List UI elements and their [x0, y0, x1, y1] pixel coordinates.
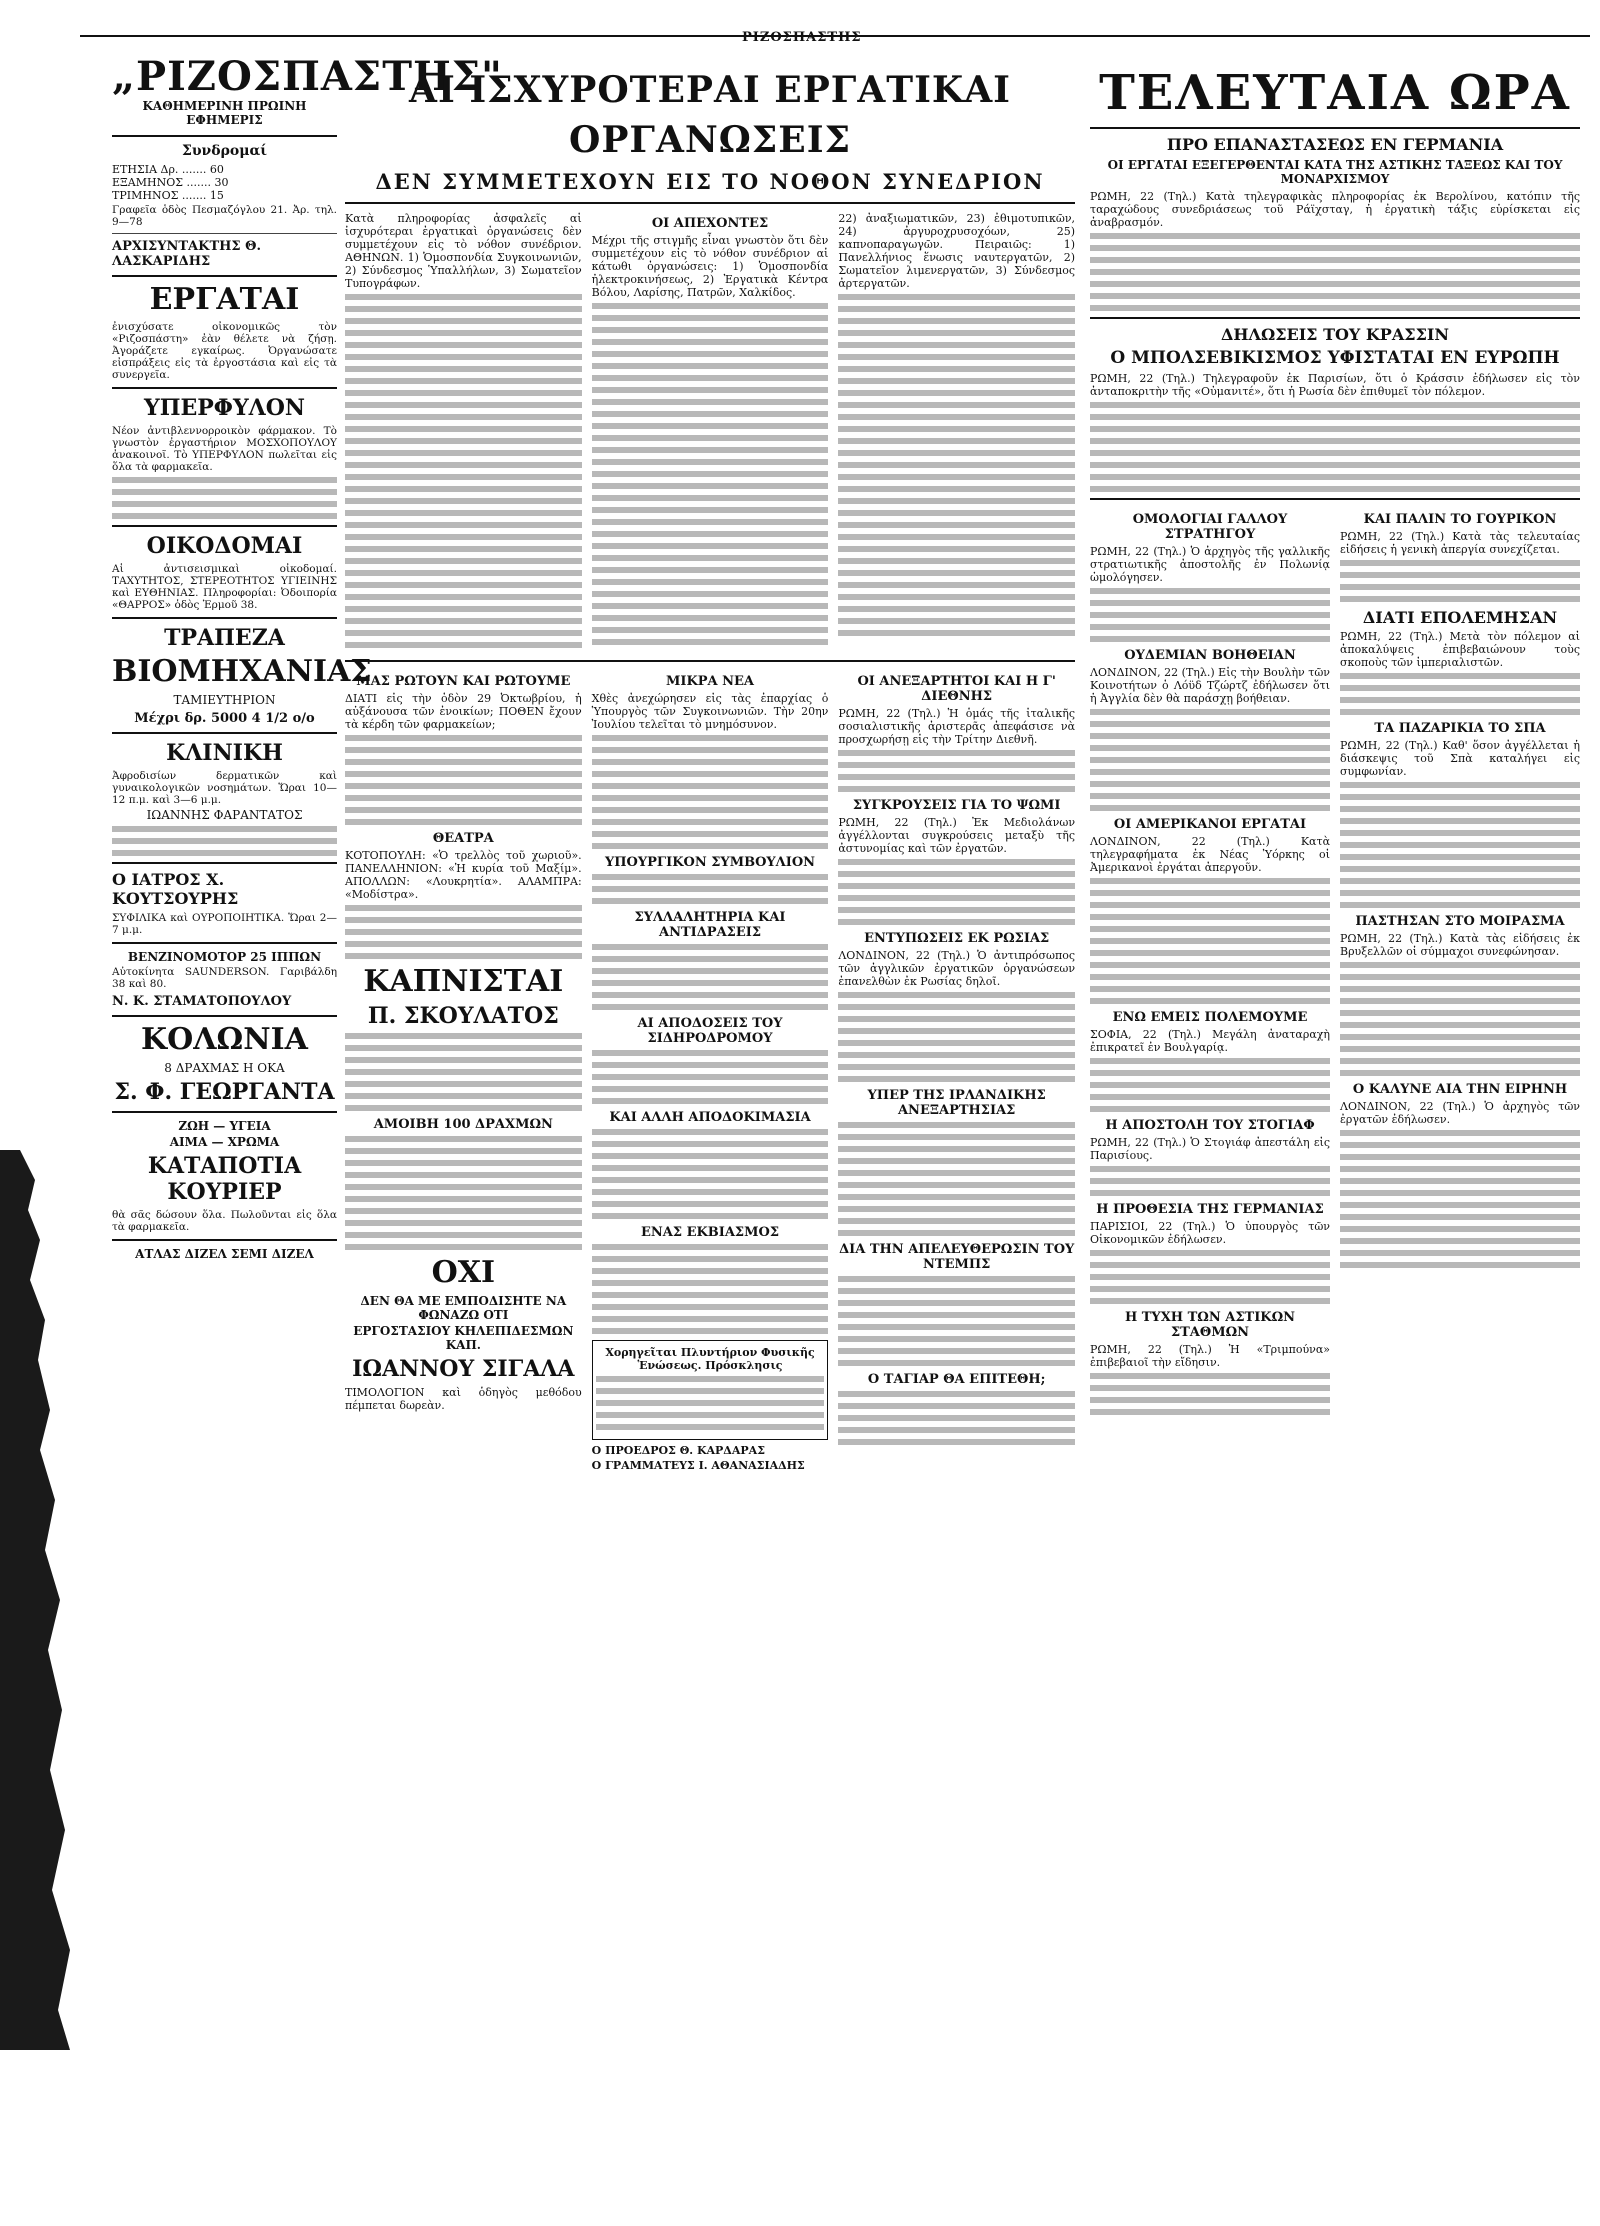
subscription-row: ΕΤΗΣΙΑ Δρ. ....... 60	[112, 163, 224, 176]
running-head: ΡΙΖΟΣΠΑΣΤΗΣ	[742, 30, 862, 45]
voitheia-title: ΟΥΔΕΜΙΑΝ ΒΟΗΘΕΙΑΝ	[1124, 648, 1296, 663]
text-lines	[1090, 878, 1330, 1004]
ad-timologion: ΤΙΜΟΛΟΓΙΟΝ καὶ ὁδηγὸς μεθόδου πέμπεται δωρεὰν.	[345, 1386, 582, 1412]
text-lines	[1340, 673, 1580, 715]
text-lines	[1090, 1373, 1330, 1415]
ad-oxi-text: ΔΕΝ ΘΑ ΜΕ ΕΜΠΟΔΙΣΗΤΕ ΝΑ ΦΩΝΑΖΩ ΟΤΙ	[360, 1294, 567, 1322]
ad-bank-text: Μέχρι δρ. 5000 4 1/2 ο/ο	[134, 711, 315, 726]
tyxi-text: ΡΩΜΗ, 22 (Τηλ.) Ἡ «Τριμπούνα» ἐπιβεβαιοῖ τὴν εἴδησιν.	[1090, 1343, 1330, 1369]
divider	[112, 525, 337, 527]
ad-clinic-text: Ἀφροδισίων δερματικῶν καὶ γυναικολογικῶν νοσημάτων. Ὥραι 10—12 π.μ. καὶ 3—6 μ.μ.	[112, 770, 337, 806]
divider	[112, 732, 337, 734]
text-lines	[838, 1276, 1075, 1366]
text-lines	[1090, 709, 1330, 811]
omologia-title: ΟΜΟΛΟΓΙΑΙ ΓΑΛΛΟΥ ΣΤΡΑΤΗΓΟΥ	[1132, 512, 1288, 542]
lead-text: ΡΩΜΗ, 22 (Τηλ.) Κατὰ τηλεγραφικὰς πληροφορίας ἐκ Βερολίνου, κατόπιν τῆς ταραχώδους συνεδριάσεως τοῦ Ράϊχσταγ, ἡ ἐργατικὴ τάξις εὑρίσκεται εἰς ἀναβρασμόν.	[1090, 190, 1580, 229]
text-lines	[592, 735, 829, 849]
text-lines	[345, 294, 582, 648]
ad-kourier-title: ΖΩΗ — ΥΓΕΙΑ	[178, 1119, 271, 1133]
lower-col-2	[592, 668, 829, 1474]
ad-ergostasiou: ΕΡΓΟΣΤΑΣΙΟΥ ΚΗΛΕΠΙΔΕΣΜΩΝ ΚΑΠ.	[353, 1324, 574, 1352]
text-lines	[345, 1033, 582, 1111]
ad-bank-name: ΒΙΟΜΗΧΑΝΙΑΣ	[112, 654, 372, 689]
ad-ioannou: ΙΩΑΝΝΟΥ ΣΙΓΑΛΑ	[352, 1356, 575, 1382]
xorigisi-box	[592, 1340, 829, 1440]
news1-text: ΔΙΑΤΙ εἰς τὴν ὁδὸν 29 Ὀκτωβρίου, ἡ αὐξάνουσα τῶν ἐνοικίων; ΠΟΘΕΝ ἔχουν τὰ κέρδη τῶν φαρμακείων;	[345, 692, 582, 731]
masthead-subtitle: ΚΑΘΗΜΕΡΙΝΗ ΠΡΩΙΝΗ ΕΦΗΜΕΡΙΣ	[142, 99, 307, 127]
ypourgiko-title: ΥΠΟΥΡΓΙΚΟΝ ΣΥΜΒΟΥΛΙΟΝ	[604, 855, 816, 870]
apeleutherosi-title: ΔΙΑ ΤΗΝ ΑΠΕΛΕΥΘΕΡΩΣΙΝ ΤΟΥ ΝΤΕΜΠΣ	[839, 1242, 1075, 1272]
ad-oxi: ΟΧΙ	[431, 1255, 496, 1290]
ad-ergatai-title: ΕΡΓΑΤΑΙ	[149, 282, 300, 317]
ad-motor-title: ΒΕΝΖΙΝΟΜΟΤΟΡ 25 ΙΠΠΩΝ	[127, 950, 322, 964]
omologia-text: ΡΩΜΗ, 22 (Τηλ.) Ὁ ἀρχηγὸς τῆς γαλλικῆς στρατιωτικῆς ἀποστολῆς ἐν Πολωνίᾳ ὡμολόγησεν.	[1090, 545, 1330, 584]
gourikon-text: ΡΩΜΗ, 22 (Τηλ.) Κατὰ τὰς τελευταίας εἰδήσεις ἡ γενικὴ ἀπεργία συνεχίζεται.	[1340, 530, 1580, 556]
subscription-row: ΤΡΙΜΗΝΟΣ ....... 15	[112, 189, 224, 202]
ad-stamatop: Ν. Κ. ΣΤΑΜΑΤΟΠΟΥΛΟΥ	[112, 994, 292, 1009]
editor: ΑΡΧΙΣΥΝΤΑΚΤΗΣ Θ. ΛΑΣΚΑΡΙΔΗΣ	[112, 239, 261, 269]
text-lines	[1340, 962, 1580, 1076]
text-lines	[592, 944, 829, 1010]
ad-hyperfylon-title: ΥΠΕΡΦΥΛΟΝ	[143, 395, 305, 421]
ad-kourier-sub: ΑΙΜΑ — ΧΡΩΜΑ	[169, 1135, 280, 1149]
ad-bank-title: ΤΡΑΠΕΖΑ	[164, 625, 285, 651]
amerikanoi-title: ΟΙ ΑΜΕΡΙΚΑΝΟΙ ΕΡΓΑΤΑΙ	[1113, 817, 1307, 832]
text-lines	[838, 750, 1075, 792]
ad-doctor-name: ΙΩΑΝΝΗΣ ΦΑΡΑΝΤΑΤΟΣ	[146, 808, 303, 822]
theatre-title: ΘΕΑΤΡΑ	[432, 831, 494, 846]
divider	[112, 233, 337, 234]
eirini-title: Ο ΚΑΛΥΝΕ ΑΙΑ ΤΗΝ ΕΙΡΗΝΗ	[1352, 1082, 1568, 1097]
ad-kolonia-name: Σ. Φ. ΓΕΩΡΓΑΝΤΑ	[114, 1079, 335, 1105]
germanias-title: Η ΠΡΟΘΕΣΙΑ ΤΗΣ ΓΕΡΜΑΝΙΑΣ	[1096, 1202, 1324, 1217]
voitheia-text: ΛΟΝΔΙΝΟΝ, 22 (Τηλ.) Εἰς τὴν Βουλὴν τῶν Κοινοτήτων ὁ Λόϋδ Τζώρτζ ἐδήλωσεν ὅτι ἡ Ἀγγλία δὲν θὰ παράσχῃ βοήθειαν.	[1090, 666, 1330, 705]
text-lines	[592, 1129, 829, 1219]
last-hour-sub1: ΠΡΟ ΕΠΑΝΑΣΤΑΣΕΩΣ ΕΝ ΓΕΡΜΑΝΙΑ	[1166, 135, 1504, 154]
text-lines	[592, 874, 829, 904]
mikra-nea-title: ΜΙΚΡΑ ΝΕΑ	[665, 674, 755, 689]
ad-hyperfylon-text: Νέον ἀντιβλεννορροικὸν φάρμακον. Τὸ γνωστὸν ἐργαστήριον ΜΟΣΧΟΠΟΥΛΟΥ ἀνακοινοῖ. Τὸ ΥΠΕΡΦΥΛΟΝ πωλεῖται εἰς ὅλα τὰ φαρμακεῖα.	[112, 425, 337, 473]
divider	[1090, 317, 1580, 319]
divider	[112, 387, 337, 389]
polemisan-text: ΡΩΜΗ, 22 (Τηλ.) Μετὰ τὸν πόλεμον αἱ ἀποκαλύψεις ἐπιβεβαιώνουν τοὺς σκοποὺς τῶν ἱμπεριαλιστῶν.	[1340, 630, 1580, 669]
article-text: 22) ἀναξιωματικῶν, 23) ἐθιμοτυπικῶν, 24) ἀργυροχρυσοχόων, 25) καπνοπαραγωγῶν. Πειραιῶς: 1) Πανελλήνιος ἕνωσις ναυτεργατῶν, 2) Σωματεῖον λιμενεργατῶν, 3) Σύνδεσμος ἀρτεργατῶν.	[838, 212, 1076, 290]
polemoume-title: ΕΝΩ ΕΜΕΙΣ ΠΟΛΕΜΟΥΜΕ	[1112, 1010, 1308, 1025]
ad-bank-sub: ΤΑΜΙΕΥΤΗΡΙΟΝ	[173, 693, 276, 707]
signature-president: Ο ΠΡΟΕΔΡΟΣ Θ. ΚΑΡΔΑΡΑΣ	[591, 1444, 765, 1457]
text-lines	[596, 1376, 825, 1430]
gourikon-title: ΚΑΙ ΠΑΛΙΝ ΤΟ ΓΟΥΡΙΚΟΝ	[1363, 512, 1557, 527]
ad-atlas: ΑΤΛΑΣ ΔΙΖΕΛ ΣΕΜΙ ΔΙΖΕΛ	[135, 1247, 314, 1261]
tagiar-title: Ο ΤΑΓΙΑΡ ΘΑ ΕΠΙΤΕΘΗ;	[867, 1372, 1046, 1387]
text-lines	[592, 1050, 829, 1104]
subscriptions-list	[112, 163, 337, 202]
lower-col-1	[345, 668, 582, 1474]
text-lines	[838, 294, 1075, 636]
lower-col-3	[838, 668, 1075, 1474]
anexartitoi-text: ΡΩΜΗ, 22 (Τηλ.) Ἡ ὁμάς τῆς ἰταλικῆς σοσιαλιστικῆς ἀριστερᾶς ἀπεφάσισε νὰ προσχωρήσῃ εἰς τὴν Τρίτην Διεθνῆ.	[838, 707, 1076, 746]
story-col-3	[838, 210, 1075, 654]
middle-column	[345, 65, 1075, 2185]
article-text: Κατὰ πληροφορίας ἀσφαλεῖς αἱ ἰσχυρότεραι ἐργατικαὶ ὀργανώσεις δὲν συμμετέχουν εἰς τὸ νόθον συνέδριον. ΑΘΗΝΩΝ. 1) Ὁμοσπονδία Συγκοινωνιῶν, 2) Σύνδεσμος Ὑπαλλήλων, 3) Σωματεῖον Τυπογράφων.	[345, 212, 582, 290]
reward-title: ΑΜΟΙΒΗ 100 ΔΡΑΧΜΩΝ	[373, 1117, 553, 1132]
theatre-text: ΚΟΤΟΠΟΥΛΗ: «Ὁ τρελλὸς τοῦ χωριοῦ». ΠΑΝΕΛΛΗΝΙΟΝ: «Ἡ κυρία τοῦ Μαξίμ». ΑΠΟΛΛΩΝ: «Λουκρητία». ΑΛΑΜΠΡΑ: «Μοδίστρα».	[345, 849, 582, 901]
moirasma-title: ΠΑΣΤΗΣΑΝ ΣΤΟ ΜΟΙΡΑΣΜΑ	[1355, 914, 1565, 929]
divider	[112, 1015, 337, 1017]
article-text: Μέχρι τῆς στιγμῆς εἶναι γνωστὸν ὅτι δὲν συμμετέχουν εἰς τὸ νόθον συνέδριον αἱ κάτωθι ὀργανώσεις: 1) Ὁμοσπονδία ἠλεκτροκινήσεως, 2) Ἐργατικὰ Κέντρα Βόλου, Λαρίσης, Πατρῶν, Χαλκίδος.	[591, 234, 829, 299]
text-lines	[112, 477, 337, 519]
text-lines	[345, 905, 582, 959]
last-hour-sub2: ΟΙ ΕΡΓΑΤΑΙ ΕΞΕΓΕΡΘΕΝΤΑΙ ΚΑΤΑ ΤΗΣ ΑΣΤΙΚΗΣ ΤΑΞΕΩΣ ΚΑΙ ΤΟΥ ΜΟΝΑΡΧΙΣΜΟΥ	[1107, 158, 1563, 186]
text-lines	[345, 735, 582, 825]
divider	[112, 1111, 337, 1113]
text-lines	[1090, 1250, 1330, 1304]
eirini-text: ΛΟΝΔΙΝΟΝ, 22 (Τηλ.) Ὁ ἀρχηγὸς τῶν ἐργατῶν ἐδήλωσεν.	[1340, 1100, 1580, 1126]
text-lines	[1340, 782, 1580, 908]
divider	[1090, 498, 1580, 500]
anexartitoi-title: ΟΙ ΑΝΕΞΑΡΤΗΤΟΙ ΚΑΙ Η Γ' ΔΙΕΘΝΗΣ	[857, 674, 1056, 704]
masthead: „ΡΙΖΟΣΠΑΣΤΗΣ"	[112, 53, 503, 100]
pazarikia-title: ΤΑ ΠΑΖΑΡΙΚΙΑ ΤΟ ΣΠΑ	[1374, 721, 1546, 736]
right-column	[1090, 65, 1580, 2185]
divider	[112, 942, 337, 944]
polemoume-text: ΣΟΦΙΑ, 22 (Τηλ.) Μεγάλη ἀναταραχὴ ἐπικρατεῖ ἐν Βουλγαρίᾳ.	[1090, 1028, 1330, 1054]
allh-apodokim-title: ΚΑΙ ΑΛΛΗ ΑΠΟΔΟΚΙΜΑΣΙΑ	[609, 1110, 811, 1125]
story-col-2	[592, 210, 829, 654]
lower-columns	[345, 668, 1075, 1474]
right-subcol-2	[1340, 506, 1580, 1421]
main-subheadline: ΔΕΝ ΣΥΜΜΕΤΕΧΟΥΝ ΕΙΣ ΤΟ ΝΟΘΟΝ ΣΥΝΕΔΡΙΟΝ	[375, 169, 1045, 194]
ad-clinic-title: ΚΛΙΝΙΚΗ	[166, 740, 283, 766]
text-lines	[112, 826, 337, 856]
stogiaf-title: Η ΑΠΟΣΤΟΛΗ ΤΟΥ ΣΤΟΓΙΑΦ	[1105, 1118, 1315, 1133]
text-lines	[1340, 1130, 1580, 1268]
apodoseis-title: ΑΙ ΑΠΟΔΟΣΕΙΣ ΤΟΥ ΣΙΔΗΡΟΔΡΟΜΟΥ	[637, 1016, 783, 1046]
text-lines	[838, 859, 1075, 925]
signature-secretary: Ο ΓΡΑΜΜΑΤΕΥΣ Ι. ΑΘΑΝΑΣΙΑΔΗΣ	[591, 1459, 805, 1472]
main-headline: ΑΙ ΙΣΧΥΡΟΤΕΡΑΙ ΕΡΓΑΤΙΚΑΙ ΟΡΓΑΝΩΣΕΙΣ	[409, 69, 1011, 161]
text-lines	[1090, 1058, 1330, 1112]
amerikanoi-text: ΛΟΝΔΙΝΟΝ, 22 (Τηλ.) Κατὰ τηλεγραφήματα ἐκ Νέας Ὑόρκης οἱ Ἀμερικανοὶ ἐργάται ἀπεργοῦν.	[1090, 835, 1330, 874]
krasin-text: ΡΩΜΗ, 22 (Τηλ.) Τηλεγραφοῦν ἐκ Παρισίων, ὅτι ὁ Κράσσιν ἐδήλωσεν εἰς τὸν ἀνταποκριτὴν τῆς «Οὐμανιτέ», ὅτι ἡ Ρωσία δὲν ἐπιθυμεῖ τὸν πόλεμον.	[1090, 372, 1580, 398]
story-col-1	[345, 210, 582, 654]
xorigisi-text: Χορηγεῖται Πλυντήριον Φυσικῆς Ἑνώσεως. Πρόσκλησις	[605, 1346, 815, 1372]
ad-kourier-text: θὰ σᾶς δώσουν ὅλα. Πωλοῦνται εἰς ὅλα τὰ φαρμακεῖα.	[112, 1209, 337, 1233]
subscription-row: ΕΞΑΜΗΝΟΣ ....... 30	[112, 176, 229, 189]
syllalitria-title: ΣΥΛΛΑΛΗΤΗΡΙΑ ΚΑΙ ΑΝΤΙΔΡΑΣΕΙΣ	[634, 910, 786, 940]
text-lines	[592, 303, 829, 645]
ad-kolonia-sub: 8 ΔΡΑΧΜΑΣ Η ΟΚΑ	[164, 1061, 285, 1075]
subscriptions-title: Συνδρομαί	[181, 143, 268, 159]
ad-oikodomai-text: Αἱ ἀντισεισμικαὶ οἰκοδομαί. ΤΑΧΥΤΗΤΟΣ, ΣΤΕΡΕΟΤΗΤΟΣ ΥΓΙΕΙΝΗΣ καὶ ΕΥΘΗΝΙΑΣ. Πληροφορίαι: Ὀδοιπορία «ΘΑΡΡΟΣ» ὁδὸς Ἐρμοῦ 38.	[112, 563, 337, 611]
article-label: ΟΙ ΑΠΕΧΟΝΤΕΣ	[651, 216, 769, 231]
divider	[112, 1239, 337, 1241]
ekviasmos-title: ΕΝΑΣ ΕΚΒΙΑΣΜΟΣ	[640, 1225, 780, 1240]
text-lines	[1090, 1166, 1330, 1196]
ad-motor-text: Αὐτοκίνητα SAUNDERSON. Γαριβάλδη 38 καὶ 80.	[112, 966, 337, 990]
text-lines	[1090, 588, 1330, 642]
right-subcolumns	[1090, 506, 1580, 1421]
ad-iatros-title: Ο ΙΑΤΡΟΣ Χ. ΚΟΥΤΣΟΥΡΗΣ	[112, 870, 239, 908]
divider	[112, 135, 337, 137]
last-hour-title: ΤΕΛΕΥΤΑΙΑ ΩΡΑ	[1099, 65, 1571, 121]
germanias-text: ΠΑΡΙΣΙΟΙ, 22 (Τηλ.) Ὁ ὑπουργὸς τῶν Οἰκονομικῶν ἐδήλωσεν.	[1090, 1220, 1330, 1246]
office-address: Γραφεῖα ὁδὸς Πεσμαζόγλου 21. Ἀρ. τηλ. 9—78	[112, 204, 337, 228]
ad-kolonia-title: ΚΟΛΩΝΙΑ	[141, 1022, 308, 1057]
stogiaf-text: ΡΩΜΗ, 22 (Τηλ.) Ὁ Στογιάφ ἀπεστάλη εἰς Παρισίους.	[1090, 1136, 1330, 1162]
news1-title: ΜΑΣ ΡΩΤΟΥΝ ΚΑΙ ΡΩΤΟΥΜΕ	[356, 674, 571, 689]
divider	[1090, 127, 1580, 129]
ad-oikodomai-title: ΟΙΚΟΔΟΜΑΙ	[146, 533, 303, 559]
polemisan-title: ΔΙΑΤΙ ΕΠΟΛΕΜΗΣΑΝ	[1362, 608, 1558, 627]
right-subcol-1	[1090, 506, 1330, 1421]
entyposeis-text: ΛΟΝΔΙΝΟΝ, 22 (Τηλ.) Ὁ ἀντιπρόσωπος τῶν ἀγγλικῶν ἐργατικῶν ὀργανώσεων ἐπανελθὼν ἐκ Ρωσίας δηλοῖ.	[838, 949, 1076, 988]
divider	[112, 617, 337, 619]
text-lines	[345, 1136, 582, 1250]
ad-iatros-text: ΣΥΦΙΛΙΚΑ καὶ ΟΥΡΟΠΟΙΗΤΙΚΑ. Ὥραι 2—7 μ.μ.	[112, 912, 337, 936]
divider	[345, 202, 1075, 204]
text-lines	[838, 1122, 1075, 1236]
pazarikia-text: ΡΩΜΗ, 22 (Τηλ.) Καθ' ὅσον ἀγγέλλεται ἡ διάσκεψις τοῦ Σπὰ καταλήγει εἰς συμφωνίαν.	[1340, 739, 1580, 778]
text-lines	[1340, 560, 1580, 602]
text-lines	[592, 1244, 829, 1334]
irlandia-title: ΥΠΕΡ ΤΗΣ ΙΡΛΑΝΔΙΚΗΣ ΑΝΕΞΑΡΤΗΣΙΑΣ	[867, 1088, 1046, 1118]
ad-ergatai-text: ἐνισχύσατε οἰκονομικῶς τὸν «Ριζοσπάστη» ἐὰν θέλετε νὰ ζήσῃ. Ἀγοράζετε εγκαίρως. Ὀργανώσατε εἰσπράξεις εἰς τὰ ἐργοστάσια καὶ εἰς τὰ συνεργεῖα.	[112, 321, 337, 381]
divider	[112, 862, 337, 864]
burnt-edge	[0, 1150, 130, 2050]
text-lines	[838, 1391, 1075, 1445]
moirasma-text: ΡΩΜΗ, 22 (Τηλ.) Κατὰ τὰς εἰδήσεις ἐκ Βρυξελλῶν οἱ σύμμαχοι συνεφώνησαν.	[1340, 932, 1580, 958]
text-lines	[838, 992, 1075, 1082]
syngrouseis-title: ΣΥΓΚΡΟΥΣΕΙΣ ΓΙΑ ΤΟ ΨΩΜΙ	[852, 798, 1061, 813]
ad-kapnistai: ΚΑΠΝΙΣΤΑΙ	[363, 964, 564, 999]
divider	[112, 275, 337, 277]
divider	[345, 660, 1075, 662]
krasin-sub: Ο ΜΠΟΛΣΕΒΙΚΙΣΜΟΣ ΥΦΙΣΤΑΤΑΙ ΕΝ ΕΥΡΩΠΗ	[1110, 348, 1560, 368]
text-lines	[1090, 402, 1580, 492]
tyxi-title: Η ΤΥΧΗ ΤΩΝ ΑΣΤΙΚΩΝ ΣΤΑΘΜΩΝ	[1124, 1310, 1296, 1340]
ad-skoulatos: Π. ΣΚΟΥΛΑΤΟΣ	[367, 1003, 559, 1029]
syngrouseis-text: ΡΩΜΗ, 22 (Τηλ.) Ἐκ Μεδιολάνων ἀγγέλλονται συγκρούσεις μεταξὺ τῆς ἀστυνομίας καὶ τῶν ἐργατῶν.	[838, 816, 1076, 855]
entyposeis-title: ΕΝΤΥΠΩΣΕΙΣ ΕΚ ΡΩΣΙΑΣ	[864, 931, 1050, 946]
ad-kourier-name: ΚΑΤΑΠΟΤΙΑ ΚΟΥΡΙΕΡ	[147, 1153, 302, 1205]
krasin-title: ΔΗΛΩΣΕΙΣ ΤΟΥ ΚΡΑΣΣΙΝ	[1221, 325, 1449, 344]
text-lines	[1090, 233, 1580, 311]
main-story-columns	[345, 210, 1075, 654]
mikra-nea-text: Χθὲς ἀνεχώρησεν εἰς τὰς ἐπαρχίας ὁ Ὑπουργὸς τῶν Συγκοινωνιῶν. Τὴν 20ην Ἰουλίου τελεῖται τὸ μνημόσυνον.	[591, 692, 829, 731]
